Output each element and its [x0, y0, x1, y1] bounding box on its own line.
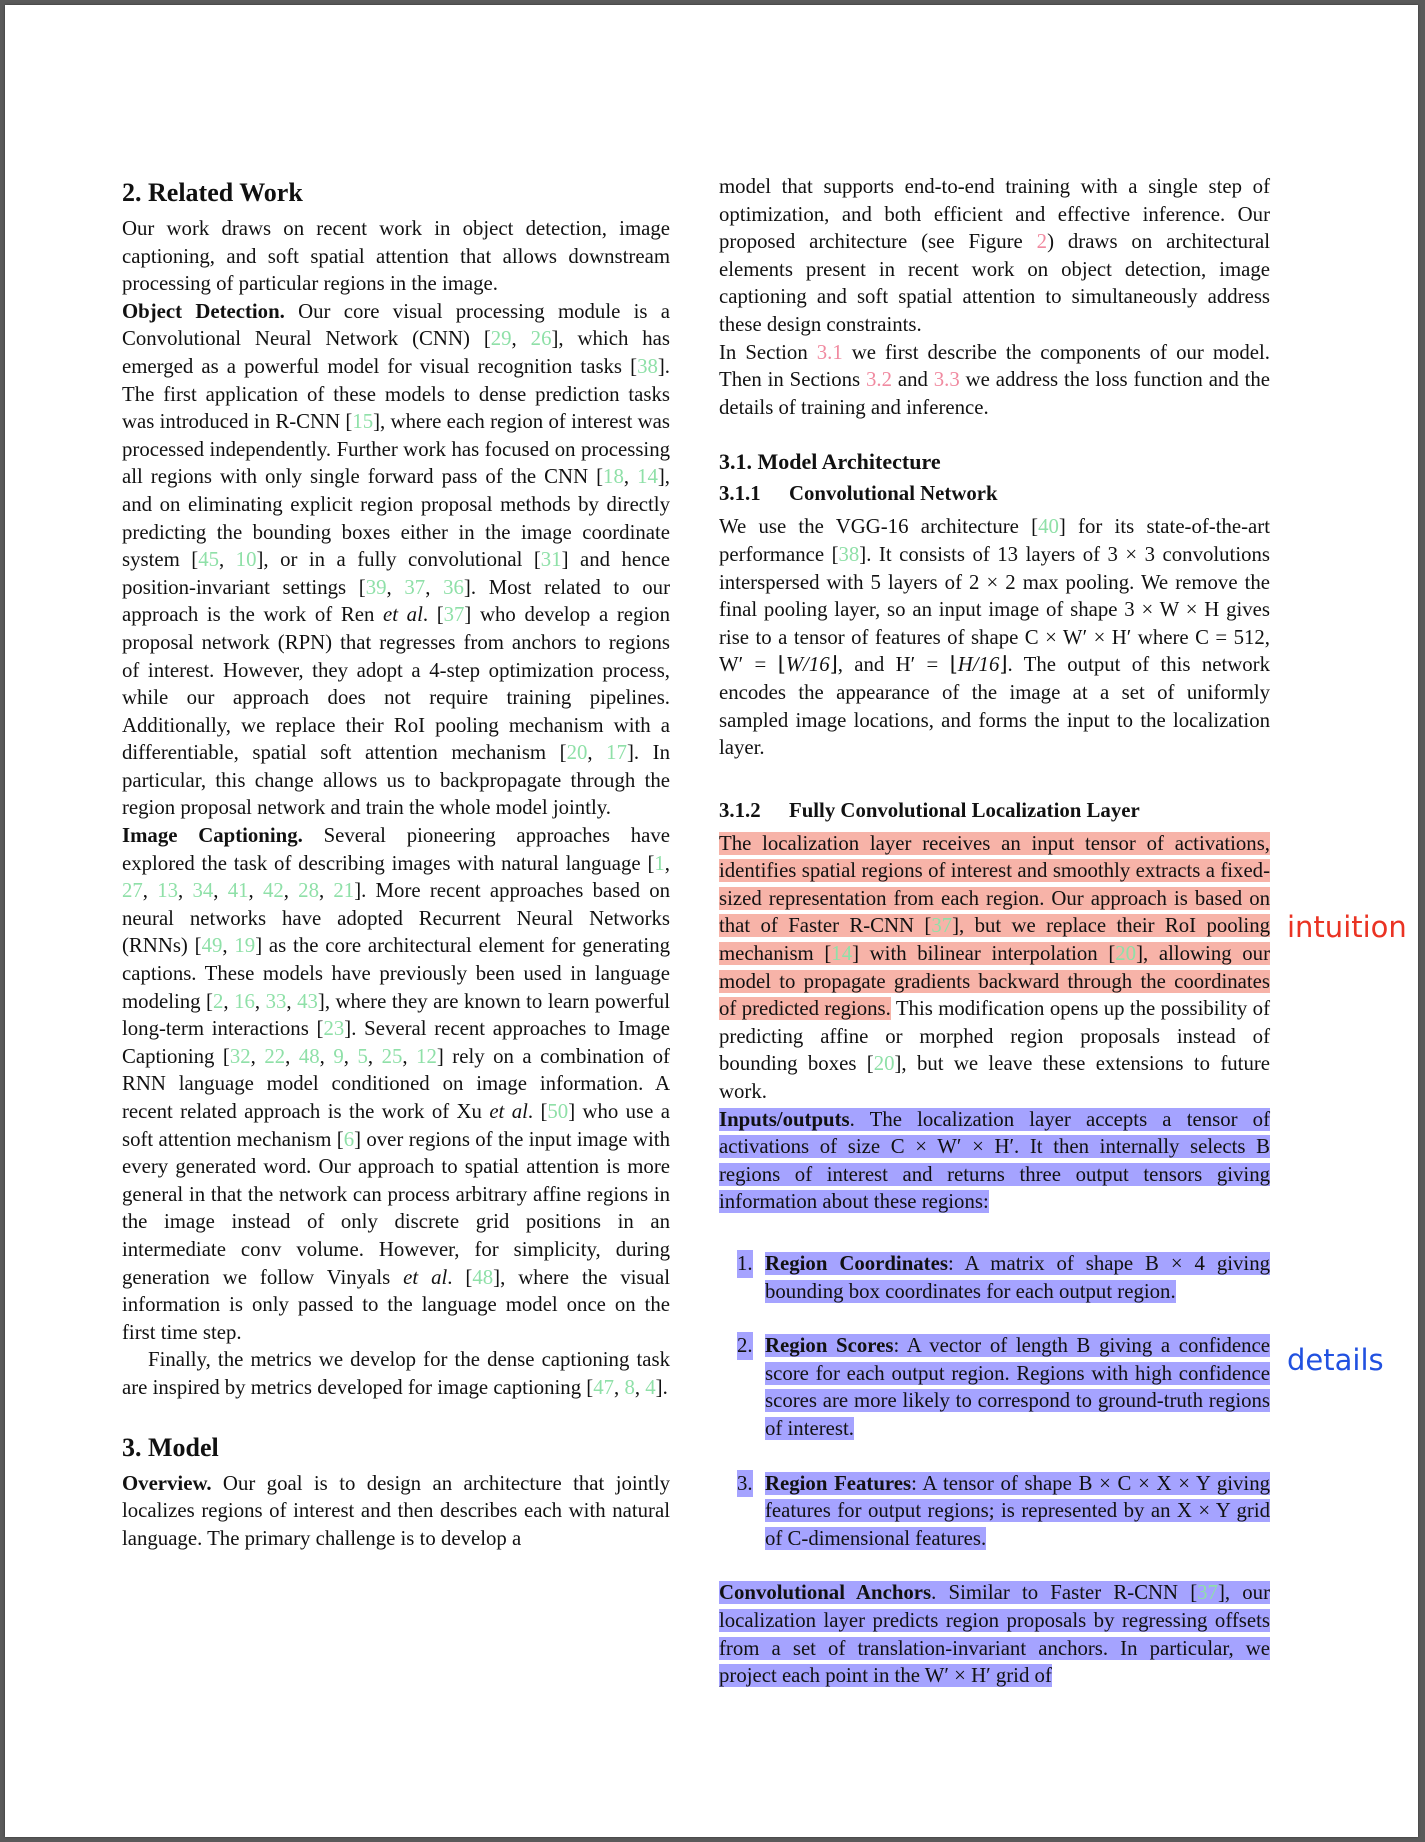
fraction-w16: W/16 — [785, 653, 830, 677]
citation[interactable]: 47 — [593, 1375, 615, 1399]
section-ref[interactable]: 3.3 — [933, 368, 960, 392]
convolutional-anchors-paragraph — [719, 1579, 1270, 1689]
citation[interactable]: 4 — [645, 1375, 656, 1399]
citation[interactable]: 40 — [1038, 515, 1059, 539]
right-column — [719, 173, 1270, 1690]
citation[interactable]: 18 — [603, 465, 624, 489]
list-item: 3. Region Features: A tensor of shape B × C × X × Y giving features for output regions; is represented by an X × Y grid of C-dimensional features. — [737, 1471, 1271, 1550]
citation[interactable]: 28 — [298, 879, 319, 903]
section-ref[interactable]: 3.2 — [866, 368, 892, 392]
section-outline-paragraph: In Section 3.1 we first describe the components of our model. Then in Sections 3.2 and 3.3 we address the loss function and the details of training and inference. — [719, 340, 1271, 419]
object-detection-paragraph: Object Detection. Our core visual processing module is a Convolutional Neural Network (CNN) [29, 26], which has emerged as a powerful model for visual recognition tasks [38]. The first application of these models to dense prediction tasks was introduced in R-CNN [15], where each region of interest was processed independently. Further work has focused on processing all regions with only single forward pass of the CNN [18, 14], and on eliminating explicit region proposal methods by directly predicting the bounding boxes either in the image coordinate system [45, 10], or in a fully convolutional [31] and hence position-invariant settings [39, 37, 36]. Most related to our approach is the work of Ren et al. [37] who develop a region proposal network (RPN) that regresses from anchors to regions of interest. However, they adopt a 4-step optimization process, while our approach does not require training pipelines. Additionally, we replace their RoI pooling mechanism with a differentiable, spatial soft attention mechanism [20, 17]. In particular, this change allows us to backpropagate through the region proposal network and train the whole model jointly. — [122, 299, 670, 820]
citation-group: 32, 22, 48, 9, 5, 25, 12 — [229, 1044, 437, 1068]
annotation-details: details — [1287, 1343, 1384, 1377]
fraction-h16: H/16 — [957, 653, 1000, 677]
paper-page — [5, 5, 1418, 1837]
left-column — [122, 173, 670, 1552]
citation[interactable]: 50 — [547, 1100, 569, 1123]
citation[interactable]: 27 — [122, 879, 143, 903]
related-work-intro: Our work draws on recent work in object detection, image captioning, and soft spatial attention that allows downstream processing of particular regions in the image. — [122, 217, 670, 296]
citation[interactable]: 26 — [530, 327, 552, 351]
highlight-details: Region Coordinates: A matrix of shape B × 4 giving bounding box coordinates for each output region. — [765, 1252, 1270, 1303]
citation[interactable]: 16 — [234, 989, 255, 1013]
citation[interactable]: 49 — [201, 934, 223, 958]
figure-ref[interactable]: 2 — [1036, 230, 1048, 254]
citation[interactable]: 14 — [831, 942, 853, 966]
citation[interactable]: 6 — [343, 1127, 355, 1151]
overview-lead: Overview. — [122, 1471, 212, 1495]
localization-paragraph: The localization layer receives an input tensor of activations, identifies spatial regions of interest and smoothly extracts a fixed-sized representation from each region. Our approach is based on that of Faster R-CNN [37], but we replace their RoI pooling mechanism [14] with bilinear interpolation [20], allowing our model to propagate gradients backward through the coordinates of predicted regions. This modification opens up the possibility of predicting affine or morphed region proposals instead of bounding boxes [20], but we leave these extensions to future work. — [719, 831, 1271, 1104]
citation[interactable]: 37 — [443, 603, 465, 627]
highlight-details: Convolutional Anchors. Similar to Faster R-CNN [37], our localization layer predicts region proposals by regressing offsets from a set of translation-invariant anchors. In particular, we project each point in the W′ × H′ grid of — [719, 1581, 1270, 1688]
citation[interactable]: 20 — [566, 741, 588, 765]
citation[interactable]: 23 — [323, 1017, 345, 1041]
section-heading-model: 3. Model — [122, 1432, 219, 1462]
image-captioning-lead: Image Captioning. — [122, 824, 303, 848]
citation[interactable]: 2 — [213, 989, 224, 1013]
citation[interactable]: 29 — [490, 327, 512, 351]
inputs-outputs-paragraph — [719, 1106, 1270, 1216]
citation[interactable]: 41 — [227, 879, 249, 903]
citation[interactable]: 38 — [637, 354, 658, 378]
citation[interactable]: 36 — [443, 575, 464, 599]
highlight-intuition: The localization layer receives an input tensor of activations, identifies spatial regions of interest and smoothly extracts a fixed-sized representation from each region. Our approach is based on that of Faster R-CNN [37], but we replace their RoI pooling mechanism [14] with bilinear interpolation [20], allowing our model to propagate gradients backward through the coordinates of predicted regions. — [719, 831, 1270, 1021]
citation-group: 49, 19 — [201, 934, 256, 958]
citation[interactable]: 48 — [472, 1265, 494, 1289]
citation[interactable]: 31 — [540, 548, 562, 572]
citation[interactable]: 37 — [404, 575, 426, 599]
output-tensor-list — [719, 1250, 1270, 1552]
highlight-details: Region Scores: A vector of length B giving a confidence score for each output region. Regions with high confidence scores are more likely to correspond to ground-truth regions of interest. — [765, 1334, 1270, 1440]
image-captioning-paragraph: Image Captioning. Several pioneering approaches have explored the task of describing images with natural language [1, 27, 13, 34, 41, 42, 28, 21]. More recent approaches based on neural networks have adopted Recurrent Neural Networks (RNNs) [49, 19] as the core architectural element for generating captions. These models have previously been used in language modeling [2, 16, 33, 43], where they are known to learn powerful long-term interactions [23]. Several recent approaches to Image Captioning [32, 22, 48, 9, 5, 25, 12] rely on a combination of RNN language model conditioned on image information. A recent related approach is the work of Xu et al. [50] who use a soft attention mechanism [6] over regions of the input image with every generated word. Our approach to spatial attention is more general in that the network can process arbitrary affine regions in the image instead of only discrete grid positions in an intermediate conv volume. However, for simplicity, during generation we follow Vinyals et al. [48], where the visual information is only passed to the language model once on the first time step. — [122, 824, 671, 1344]
citation[interactable]: 37 — [1197, 1581, 1218, 1605]
conv-network-paragraph: We use the VGG-16 architecture [40] for its state-of-the-art performance [38]. It consists of 13 layers of 3 × 3 convolutions interspersed with 5 layers of 2 × 2 max pooling. We remove the final pooling layer, so an input image of shape 3 × W × H gives rise to a tensor of features of shape C × W′ × H′ where C = 512, W′ = ⌊W/16⌋, and H′ = ⌊H/16⌋. The output of this network encodes the appearance of the image at a set of uniformly sampled image locations, and forms the input to the localization layer. — [719, 515, 1271, 760]
citation-group: 47, 8, 4 — [593, 1375, 656, 1399]
citation[interactable]: 43 — [297, 989, 318, 1013]
citation[interactable]: 37 — [931, 914, 953, 938]
citation[interactable]: 32 — [229, 1044, 251, 1068]
overview-paragraph: Overview. Our goal is to design an architecture that jointly localizes regions of interest and then describes each with natural language. The primary challenge is to develop a — [122, 1471, 670, 1550]
citation[interactable]: 48 — [298, 1044, 320, 1068]
citation-group: 1, 27, 13, 34, 41, 42, 28, 21 — [122, 851, 670, 903]
subsubsection-heading-localization: 3.1.2 Fully Convolutional Localization Layer — [719, 798, 1140, 822]
citation[interactable]: 17 — [606, 741, 627, 765]
citation[interactable]: 8 — [624, 1375, 635, 1399]
citation[interactable]: 25 — [381, 1044, 403, 1068]
citation-group: 2, 16, 33, 43 — [213, 989, 318, 1013]
citation[interactable]: 1 — [654, 851, 665, 875]
annotation-intuition: intuition — [1287, 910, 1407, 944]
citation[interactable]: 19 — [234, 934, 256, 958]
citation[interactable]: 45 — [198, 548, 219, 572]
citation[interactable]: 34 — [192, 879, 214, 903]
highlight-details: Region Features: A tensor of shape B × C × X × Y giving features for output regions; is represented by an X × Y grid of C-dimensional features. — [765, 1471, 1271, 1550]
citation[interactable]: 39 — [365, 575, 387, 599]
section-ref[interactable]: 3.1 — [816, 340, 843, 364]
section-heading-related-work: 2. Related Work — [122, 178, 303, 207]
citation[interactable]: 42 — [262, 879, 284, 903]
citation[interactable]: 33 — [265, 989, 287, 1013]
citation[interactable]: 21 — [333, 879, 355, 903]
citation[interactable]: 13 — [157, 879, 179, 903]
finally-paragraph: Finally, the metrics we develop for the dense captioning task are inspired by metrics developed for image captioning [47, 8, 4]. — [122, 1348, 670, 1399]
citation[interactable]: 9 — [333, 1044, 344, 1068]
list-item: 1. Region Coordinates: A matrix of shape B × 4 giving bounding box coordinates for each output region. — [737, 1252, 1270, 1303]
object-detection-lead: Object Detection. — [122, 299, 285, 323]
citation[interactable]: 20 — [873, 1052, 895, 1076]
overview-continuation: model that supports end-to-end training with a single step of optimization, and both efficient and effective inference. Our proposed architecture (see Figure 2) draws on architectural elements present in recent work on object detection, image captioning and soft spatial attention to simultaneously address these design constraints. — [719, 175, 1271, 336]
citation[interactable]: 14 — [637, 465, 658, 489]
subsubsection-heading-conv: 3.1.1 Convolutional Network — [719, 482, 998, 506]
citation[interactable]: 5 — [357, 1044, 368, 1068]
citation[interactable]: 20 — [1115, 942, 1137, 966]
citation[interactable]: 12 — [416, 1044, 437, 1068]
citation[interactable]: 22 — [264, 1044, 286, 1068]
highlight-details: Inputs/outputs. The localization layer accepts a tensor of activations of size C × W′ × H′. It then internally selects B regions of interest and returns three output tensors giving information about these regions: — [719, 1107, 1270, 1214]
list-item: 2. Region Scores: A vector of length B giving a confidence score for each output region. Regions with high confidence scores are more likely to correspond to ground-truth regions of interest. — [737, 1334, 1270, 1440]
citation[interactable]: 15 — [352, 410, 374, 434]
citation[interactable]: 10 — [235, 548, 257, 572]
subsection-heading-model-architecture: 3.1. Model Architecture — [719, 449, 941, 475]
citation[interactable]: 38 — [838, 542, 860, 566]
